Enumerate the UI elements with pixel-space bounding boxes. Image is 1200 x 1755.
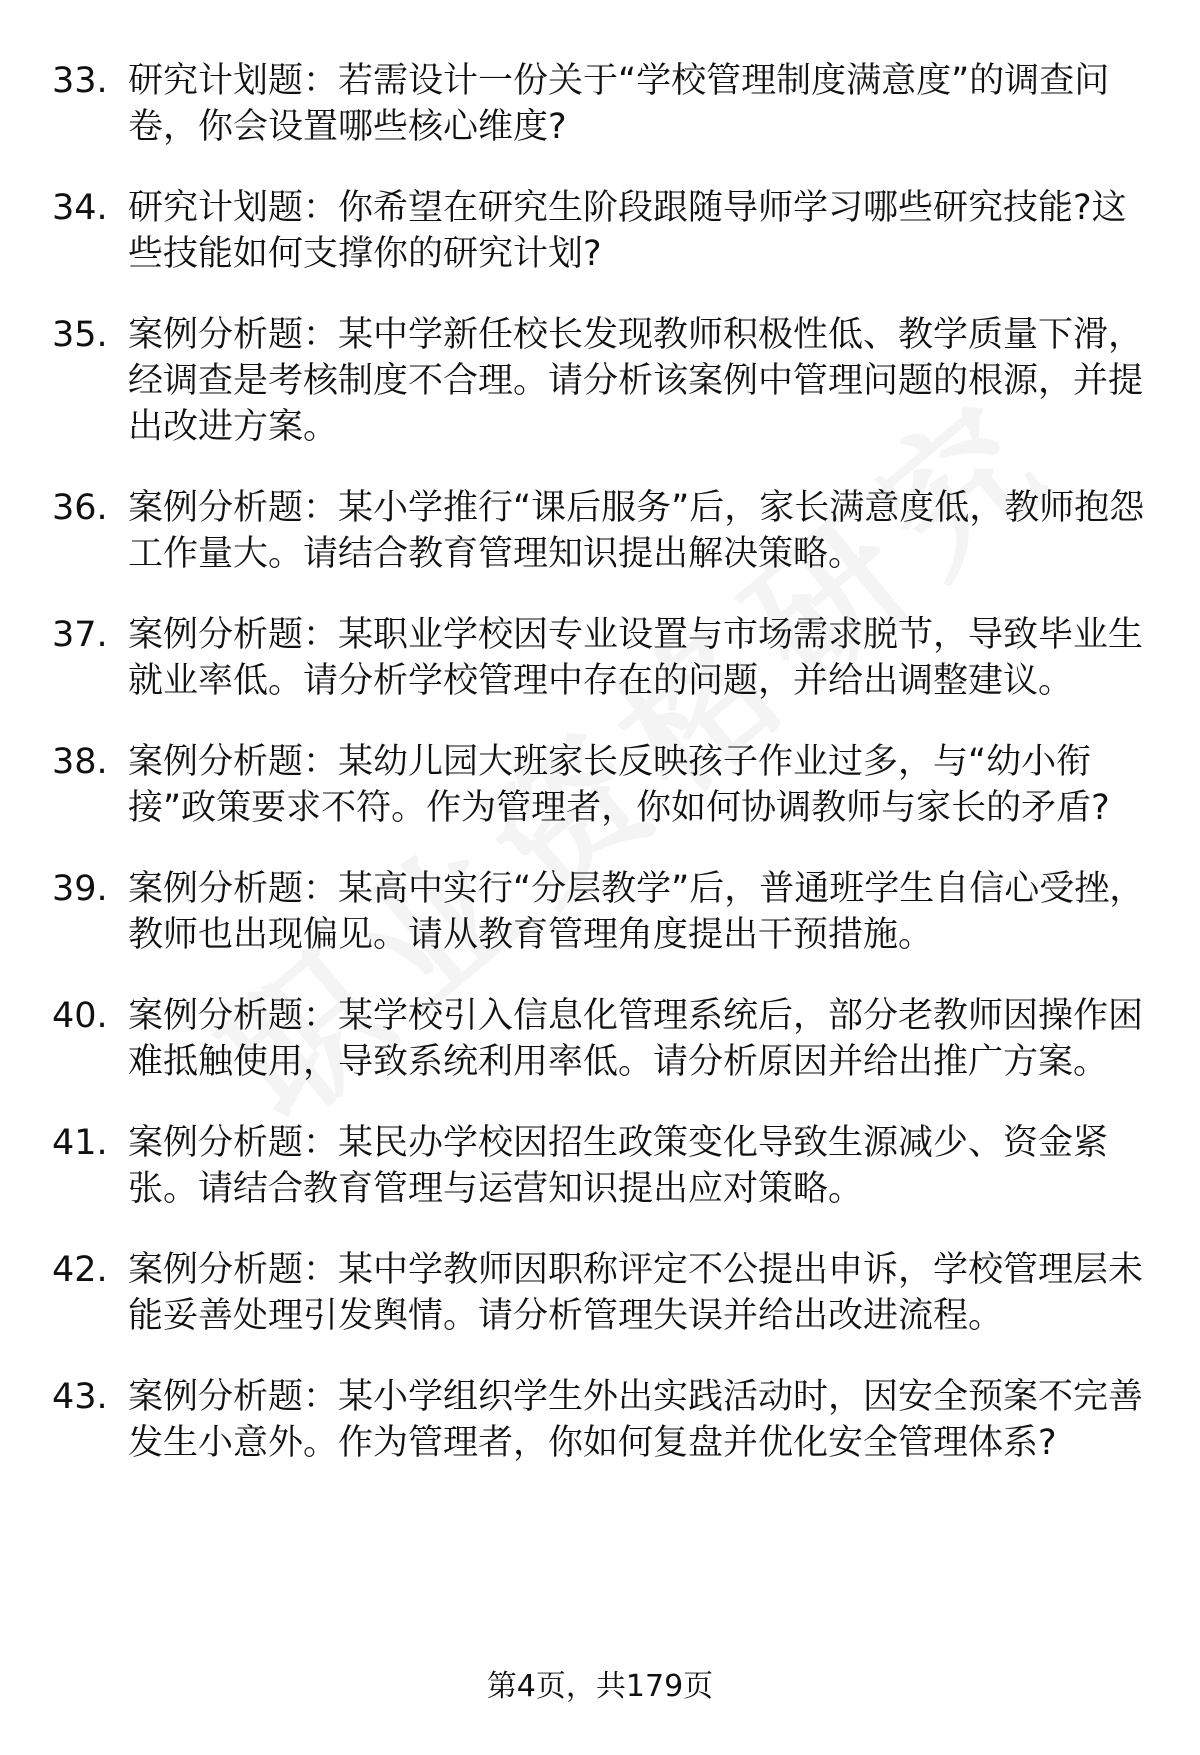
question-number: 36. (52, 488, 108, 528)
question-item (52, 58, 1152, 150)
question-item (52, 612, 1152, 704)
question-number: 35. (52, 315, 108, 355)
question-number: 34. (52, 188, 108, 228)
question-list (52, 58, 1152, 1501)
question-number: 40. (52, 996, 108, 1036)
question-number: 39. (52, 869, 108, 909)
question-text: 案例分析题：某小学推行“课后服务”后，家长满意度低，教师抱怨工作量大。请结合教育管理知识提出解决策略。 (128, 488, 1145, 574)
question-text: 研究计划题：你希望在研究生阶段跟随导师学习哪些研究技能?这些技能如何支撑你的研究计划? (128, 188, 1127, 274)
page-footer: 第4页，共179页 (486, 1669, 714, 1704)
question-item (52, 739, 1152, 831)
question-number: 37. (52, 615, 108, 655)
question-number: 41. (52, 1123, 108, 1163)
question-item (52, 1247, 1152, 1339)
question-number: 38. (52, 742, 108, 782)
question-number: 33. (52, 61, 108, 101)
question-text: 案例分析题：某中学新任校长发现教师积极性低、教学质量下滑，经调查是考核制度不合理。请分析该案例中管理问题的根源，并提出改进方案。 (128, 315, 1144, 447)
question-text: 案例分析题：某幼儿园大班家长反映孩子作业过多，与“幼小衔接”政策要求不符。作为管理者，你如何协调教师与家长的矛盾? (128, 742, 1110, 828)
question-number: 42. (52, 1250, 108, 1290)
question-item (52, 1120, 1152, 1212)
question-item (52, 312, 1152, 450)
question-item (52, 185, 1152, 277)
question-text: 案例分析题：某职业学校因专业设置与市场需求脱节，导致毕业生就业率低。请分析学校管理中存在的问题，并给出调整建议。 (128, 615, 1144, 701)
question-item (52, 1374, 1152, 1466)
question-text: 案例分析题：某中学教师因职称评定不公提出申诉，学校管理层未能妥善处理引发舆情。请分析管理失误并给出改进流程。 (128, 1250, 1144, 1336)
question-text: 案例分析题：某高中实行“分层教学”后，普通班学生自信心受挫，教师也出现偏见。请从教育管理角度提出干预措施。 (128, 869, 1145, 955)
question-number: 43. (52, 1377, 108, 1417)
question-item (52, 485, 1152, 577)
question-text: 案例分析题：某小学组织学生外出实践活动时，因安全预案不完善发生小意外。作为管理者，你如何复盘并优化安全管理体系? (128, 1377, 1144, 1463)
question-text: 案例分析题：某学校引入信息化管理系统后，部分老教师因操作困难抵触使用，导致系统利用率低。请分析原因并给出推广方案。 (128, 996, 1144, 1082)
question-text: 研究计划题：若需设计一份关于“学校管理制度满意度”的调查问卷，你会设置哪些核心维度? (128, 61, 1110, 147)
question-text: 案例分析题：某民办学校因招生政策变化导致生源减少、资金紧张。请结合教育管理与运营知识提出应对策略。 (128, 1123, 1109, 1209)
question-item (52, 866, 1152, 958)
question-item (52, 993, 1152, 1085)
